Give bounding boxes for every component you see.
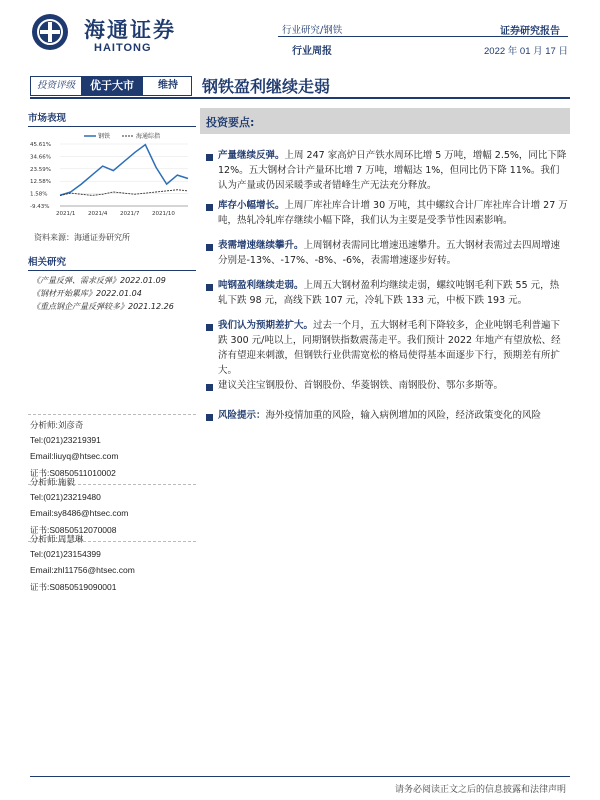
analyst-name: 分析师:施毅: [30, 477, 75, 487]
bullet-icon: [206, 414, 213, 421]
related-item[interactable]: 《产量反弹、需求反弹》2022.01.09: [32, 276, 166, 285]
analyst-name: 分析师:周慧琳: [30, 534, 84, 544]
y-tick-label: 1.58%: [30, 191, 48, 198]
rating-action: 维持: [158, 80, 178, 91]
legend-label-steel: 钢铁: [98, 134, 111, 140]
bullet-icon: [206, 204, 213, 211]
key-points-heading: 投资要点:: [206, 116, 255, 129]
y-tick-label: 34.66%: [30, 154, 51, 161]
key-point: [218, 278, 568, 308]
footer-rule: [30, 776, 570, 777]
chart-source: 资料来源：海通证券研究所: [34, 233, 130, 242]
x-tick-label: 2021/7: [120, 211, 140, 217]
page-title: 钢铁盈利继续走弱: [202, 77, 331, 96]
key-point-text: 上周 247 家高炉日产铁水周环比增 5 万吨，增幅 2.5%，同比下降 12%。五大钢材合计产量环比增 7 万吨，增幅达 1%，但同比仍下降 11%。我们认为产量或仍因采暖季或者错峰生产无法充分释放。: [218, 150, 567, 191]
related-item[interactable]: 《重点钢企产量反弹较多》2021.12.26: [32, 302, 174, 311]
analyst-email[interactable]: Email:zhl11756@htsec.com: [30, 565, 135, 575]
series-line: [60, 190, 188, 196]
key-point: [218, 318, 568, 378]
analyst-tel: Tel:(021)23219480: [30, 492, 101, 502]
key-point: [218, 148, 568, 193]
report-kind: 行业周报: [292, 46, 332, 57]
logo-text: 海通证券: [84, 17, 176, 42]
logo-english: HAITONG: [94, 42, 152, 54]
key-point: [218, 198, 568, 228]
analyst-cert: 证书:S0850512070008: [30, 525, 117, 535]
bullet-icon: [206, 284, 213, 291]
key-point-text: 过去一个月，五大钢材毛利下降较多，企业吨钢毛利普遍下跌 300 元/吨以上，同期钢铁指数震荡走平。我们预计 2022 年地产有望放松、经济有望迎来刺激，但钢铁行业供需宽松的格局使得基本面逐步下行，预期差有所扩大。: [218, 320, 561, 376]
bullet-icon: [206, 324, 213, 331]
y-tick-label: 45.61%: [30, 142, 51, 148]
x-tick-label: 2021/10: [152, 211, 175, 217]
legend-label-index: 海通综指: [136, 133, 161, 140]
market-heading: 市场表现: [28, 113, 67, 124]
logo-emblem-icon: [32, 14, 68, 50]
y-tick-label: -9.43%: [30, 204, 50, 210]
key-points-header: [200, 108, 570, 134]
related-heading-rule: [28, 270, 196, 271]
x-tick-label: 2021/1: [56, 211, 76, 217]
y-tick-label: 12.58%: [30, 179, 51, 186]
analyst-tel: Tel:(021)23154399: [30, 549, 101, 559]
report-type: 证券研究报告: [500, 26, 560, 37]
rating-value: 优于大市: [81, 77, 143, 95]
series-line: [60, 145, 188, 196]
key-point: [218, 408, 568, 423]
company-logo: [32, 14, 68, 50]
analyst-tel: Tel:(021)23219391: [30, 435, 101, 445]
analyst-email[interactable]: Email:sy8486@htsec.com: [30, 508, 129, 518]
bullet-icon: [206, 244, 213, 251]
key-point-lead: 吨钢盈利继续走弱。: [218, 280, 304, 291]
footer-disclaimer[interactable]: 请务必阅读正文之后的信息披露和法律声明: [394, 785, 566, 795]
key-point: [218, 378, 568, 393]
market-chart-svg: [28, 130, 198, 220]
key-point-text: 建议关注宝钢股份、首钢股份、华菱钢铁、南钢股份、鄂尔多斯等。: [218, 380, 504, 391]
bullet-icon: [206, 384, 213, 391]
report-date: 2022 年 01 月 17 日: [484, 46, 568, 57]
key-point-text: 上周五大钢材盈利均继续走弱，螺纹吨钢毛利下跌 55 元，热轧下跌 98 元，高线下跌 107 元，冷轧下跌 133 元，中板下跌 193 元。: [218, 280, 560, 306]
analyst-name: 分析师:刘彦奇: [30, 420, 84, 430]
contact-divider: [28, 414, 196, 416]
key-point-text: 上周厂库社库合计增 30 万吨，其中螺纹合计厂库社库合计增 27 万吨，热轧冷轧库存继续小幅下降，我们认为主要是受季节性因素影响。: [218, 200, 568, 226]
key-point-lead: 我们认为预期差扩大。: [218, 320, 314, 331]
rating-label: 投资评级: [36, 80, 75, 91]
analyst-email[interactable]: Email:liuyq@htsec.com: [30, 451, 119, 461]
key-point-lead: 库存小幅增长。: [218, 200, 285, 211]
related-item[interactable]: 《钢材开始累库》2022.01.04: [32, 289, 142, 298]
bullet-icon: [206, 154, 213, 161]
key-point-lead: 表需增速继续攀升。: [218, 240, 304, 251]
x-tick-label: 2021/4: [88, 211, 108, 217]
key-point: [218, 238, 568, 268]
related-heading: 相关研究: [28, 257, 67, 268]
key-point-lead: 风险提示：: [218, 410, 266, 421]
analyst-cert: 证书:S0850511010002: [30, 468, 116, 478]
market-heading-rule: [28, 126, 196, 127]
key-point-text: 上周钢材表需同比增速迅速攀升。五大钢材表需过去四周增速分别是-13%、-17%、-8%、-6%，表需增速逐步好转。: [218, 240, 561, 266]
y-tick-label: 23.59%: [30, 166, 51, 173]
market-chart: [28, 130, 198, 220]
report-category: 行业研究/钢铁: [282, 25, 343, 36]
analyst-cert: 证书:S0850519090001: [30, 582, 117, 592]
key-point-text: 海外疫情加重的风险，输入病例增加的风险，经济政策变化的风险: [265, 410, 542, 421]
key-point-lead: 产量继续反弹。: [218, 150, 285, 161]
title-rule: [30, 97, 570, 99]
